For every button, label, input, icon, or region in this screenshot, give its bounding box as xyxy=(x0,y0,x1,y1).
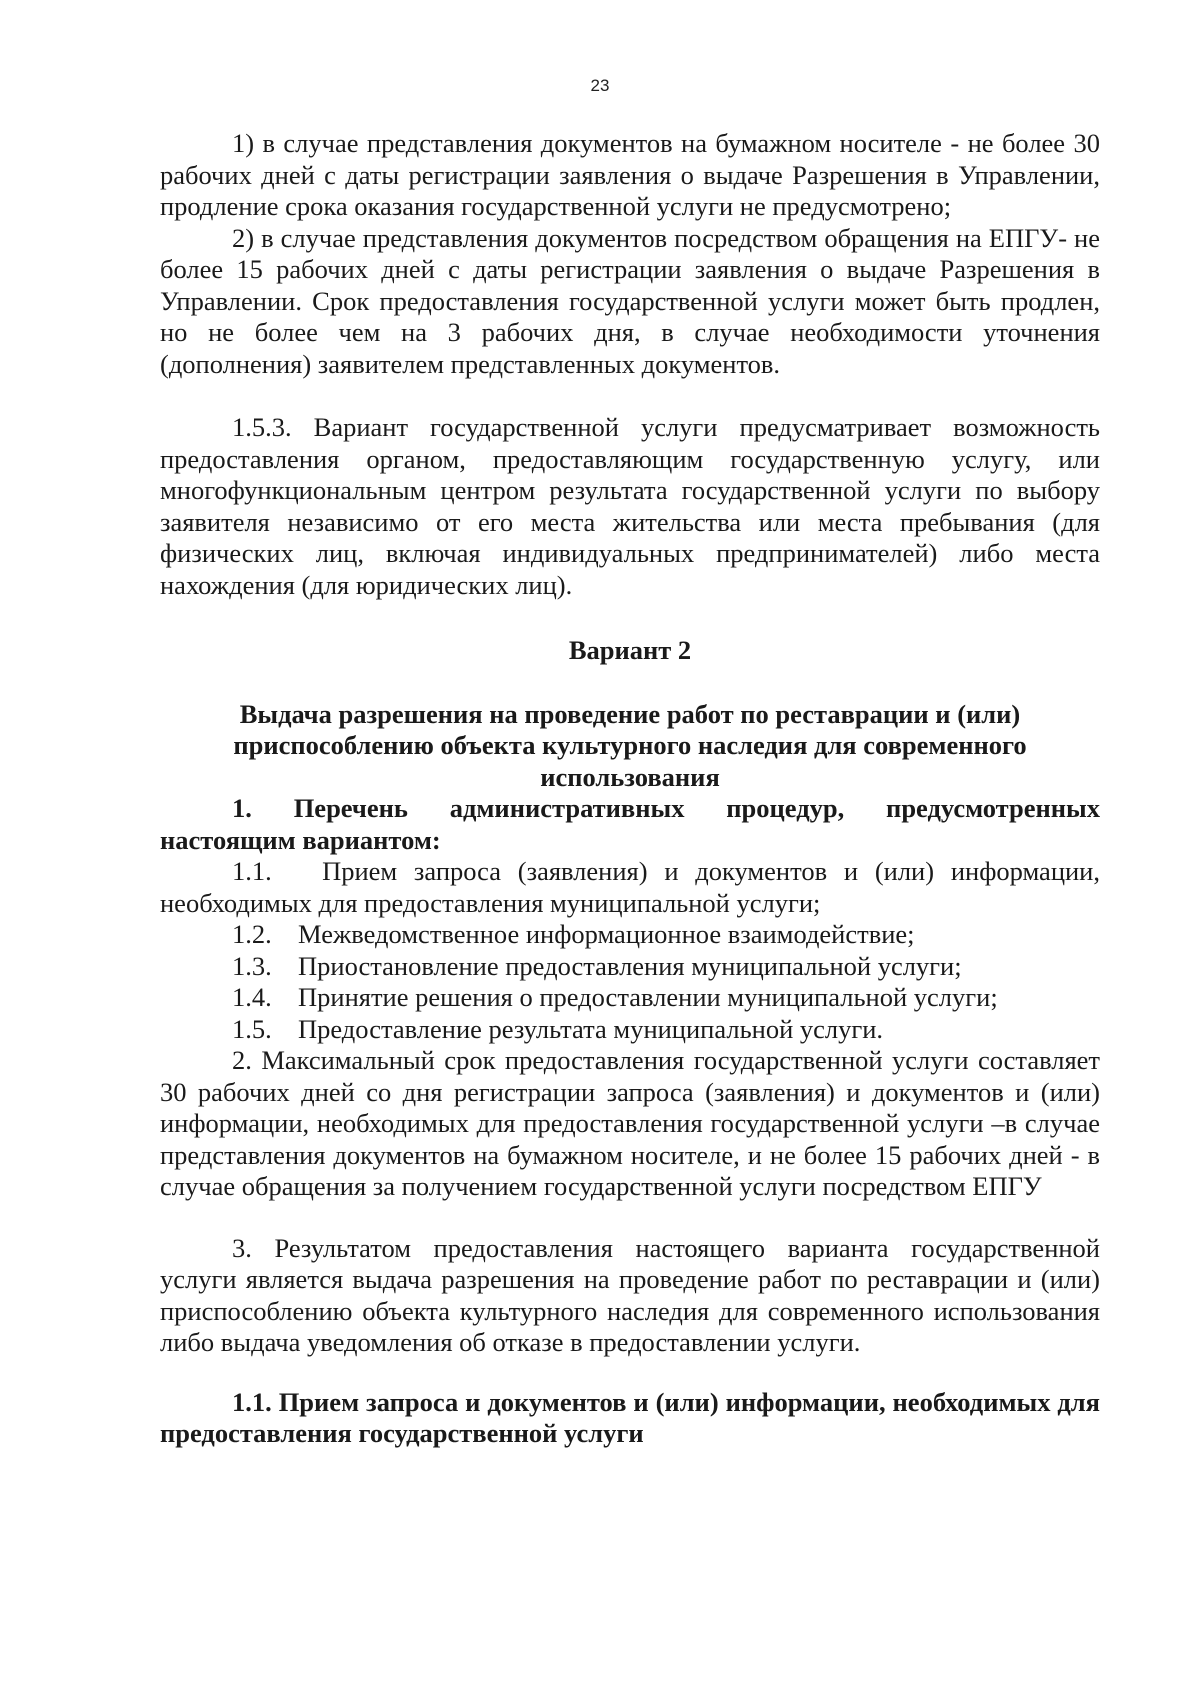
spacer xyxy=(160,601,1100,635)
procedure-item xyxy=(160,1014,1100,1046)
paragraph-1-5-3: 1.5.3. Вариант государственной услуги предусматривает возможность предоставления органом, предоставляющим государственную услугу, или многофункциональным центром результата государственной услуги по выбору заявителя независимо от его места жительства или места пребывания (для физических лиц, включая индивидуальных предпринимателей) либо места нахождения (для юридических лиц). xyxy=(160,412,1100,600)
spacer xyxy=(160,667,1100,699)
document-body xyxy=(160,128,1100,1450)
spacer xyxy=(160,1203,1100,1233)
paragraph-2: 2. Максимальный срок предоставления государственной услуги составляет 30 рабочих дней со дня регистрации запроса (заявления) и документов и (или) информации, необходимых для предоставления государственной услуги –в случае представления документов на бумажном носителе, и не более 15 рабочих дней - в случае обращения за получением государственной услуги посредством ЕПГУ xyxy=(160,1045,1100,1201)
procedure-number: 1.5. xyxy=(232,1013,272,1044)
spacer xyxy=(160,380,1100,412)
procedure-number: 1.3. xyxy=(232,950,272,981)
page-number: 23 xyxy=(590,76,610,95)
paragraph-deadline-epgu: 2) в случае представления документов посредством обращения на ЕПГУ- не более 15 рабочих дней с даты регистрации заявления о выдаче Разрешения в Управлении. Срок предоставления государственной услуги может быть продлен, но не более чем на 3 рабочих дня, в случае необходимости уточнения (дополнения) заявителем представленных документов. xyxy=(160,222,1100,379)
variant-heading: Вариант 2 xyxy=(568,635,692,665)
procedure-text: Приостановление предоставления муниципальной услуги; xyxy=(298,950,962,981)
procedure-item xyxy=(160,982,1100,1014)
procedure-item xyxy=(160,919,1100,951)
procedure-text: Принятие решения о предоставлении муниципальной услуги; xyxy=(298,982,998,1012)
paragraph-deadline-paper: 1) в случае представления документов на бумажном носителе - не более 30 рабочих дней с даты регистрации заявления о выдаче Разрешения в Управлении, продление срока оказания государственной услуги не предусмотрено; xyxy=(160,128,1100,221)
procedure-text: Прием запроса (заявления) и документов и (или) информации, необходимых для предоставления муниципальной услуги; xyxy=(160,856,1100,918)
procedure-item xyxy=(160,856,1100,919)
procedure-number: 1.2. xyxy=(232,919,272,949)
procedure-number: 1.1. xyxy=(232,856,272,886)
section-1-heading: 1. Перечень административных процедур, предусмотренных настоящим вариантом: xyxy=(160,793,1100,855)
section-1-1-heading: 1.1. Прием запроса и документов и (или) информации, необходимых для предоставления государственной услуги xyxy=(160,1386,1100,1448)
spacer xyxy=(160,1359,1100,1387)
procedure-number: 1.4. xyxy=(232,982,272,1012)
procedure-text: Межведомственное информационное взаимодействие; xyxy=(298,919,915,949)
paragraph-3: 3. Результатом предоставления настоящего варианта государственной услуги является выдача разрешения на проведение работ по реставрации и (или) приспособлению объекта культурного наследия для современного использования либо выдача уведомления об отказе в предоставлении услуги. xyxy=(160,1232,1100,1357)
procedure-text: Предоставление результата муниципальной услуги. xyxy=(298,1013,884,1044)
variant-title: Выдача разрешения на проведение работ по реставрации и (или) приспособлению объекта культурного наследия для современного использования xyxy=(233,698,1027,792)
procedure-item xyxy=(160,951,1100,983)
